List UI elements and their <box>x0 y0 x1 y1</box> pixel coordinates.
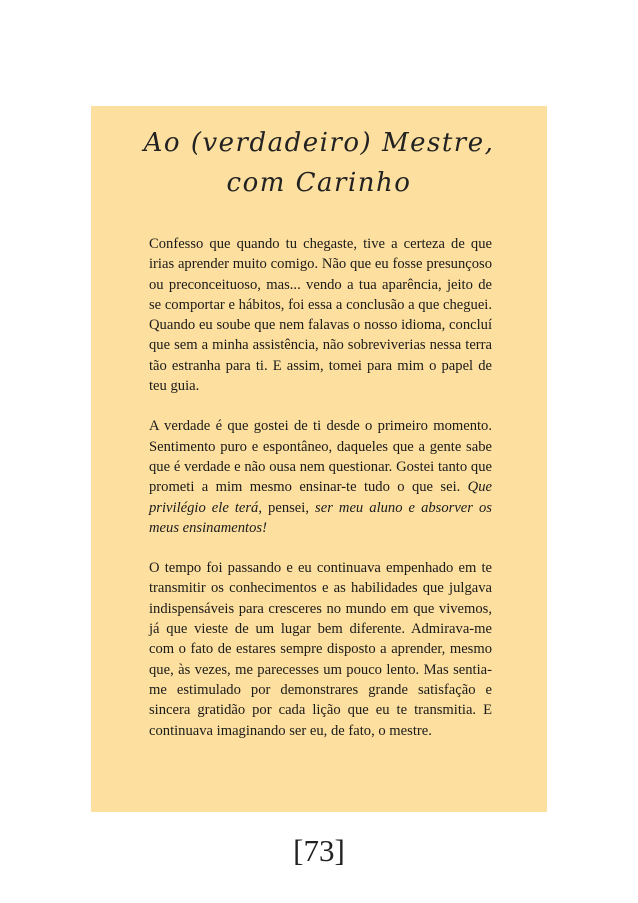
paragraph-text: , pensei, <box>258 499 316 516</box>
paragraph-text: A verdade é que gostei de ti desde o primeiro momento. Sentimento puro e espontâneo, daqueles que a gente sabe que é verdade e não ousa nem questionar. Gostei tanto que prometi a mim mesmo ensinar-te tudo o que sei. <box>149 418 492 496</box>
chapter-body <box>149 234 492 761</box>
paragraph-1 <box>149 234 492 396</box>
paragraph-3 <box>149 558 492 741</box>
chapter-title-line-1: Ao (verdadeiro) Mestre, <box>143 128 495 158</box>
chapter-panel <box>91 106 547 812</box>
italic-thought: ser meu aluno e absorver os meus ensinamentos! <box>149 499 492 536</box>
page-number: [73] <box>293 833 345 868</box>
italic-thought: Que privilégio ele terá <box>149 479 492 516</box>
paragraph-2 <box>149 416 492 538</box>
paragraph-text: O tempo foi passando e eu continuava empenhado em te transmitir os conhecimentos e as habilidades que julgava indispensáveis para cresceres no mundo em que vivemos, já que vieste de um lugar bem diferente. Admirava-me com o fato de estares sempre disposto a aprender, mesmo que, às vezes, me parecesses um pouco lento. Mas sentia-me estimulado por demonstrares grande satisfação e sincera gratidão por cada lição que eu te transmitia. E continuava imaginando ser eu, de fato, o mestre. <box>149 560 492 739</box>
paragraph-text: Confesso que quando tu chegaste, tive a certeza de que irias aprender muito comigo. Não que eu fosse presunçoso ou preconceituoso, mas... vendo a tua aparência, jeito de se comportar e hábitos, foi essa a conclusão a que cheguei. Quando eu soube que nem falavas o nosso idioma, concluí que sem a minha assistência, não sobreviverias nessa terra tão estranha para ti. E assim, tomei para mim o papel de teu guia. <box>149 236 492 395</box>
chapter-title-line-2: com Carinho <box>226 168 412 198</box>
